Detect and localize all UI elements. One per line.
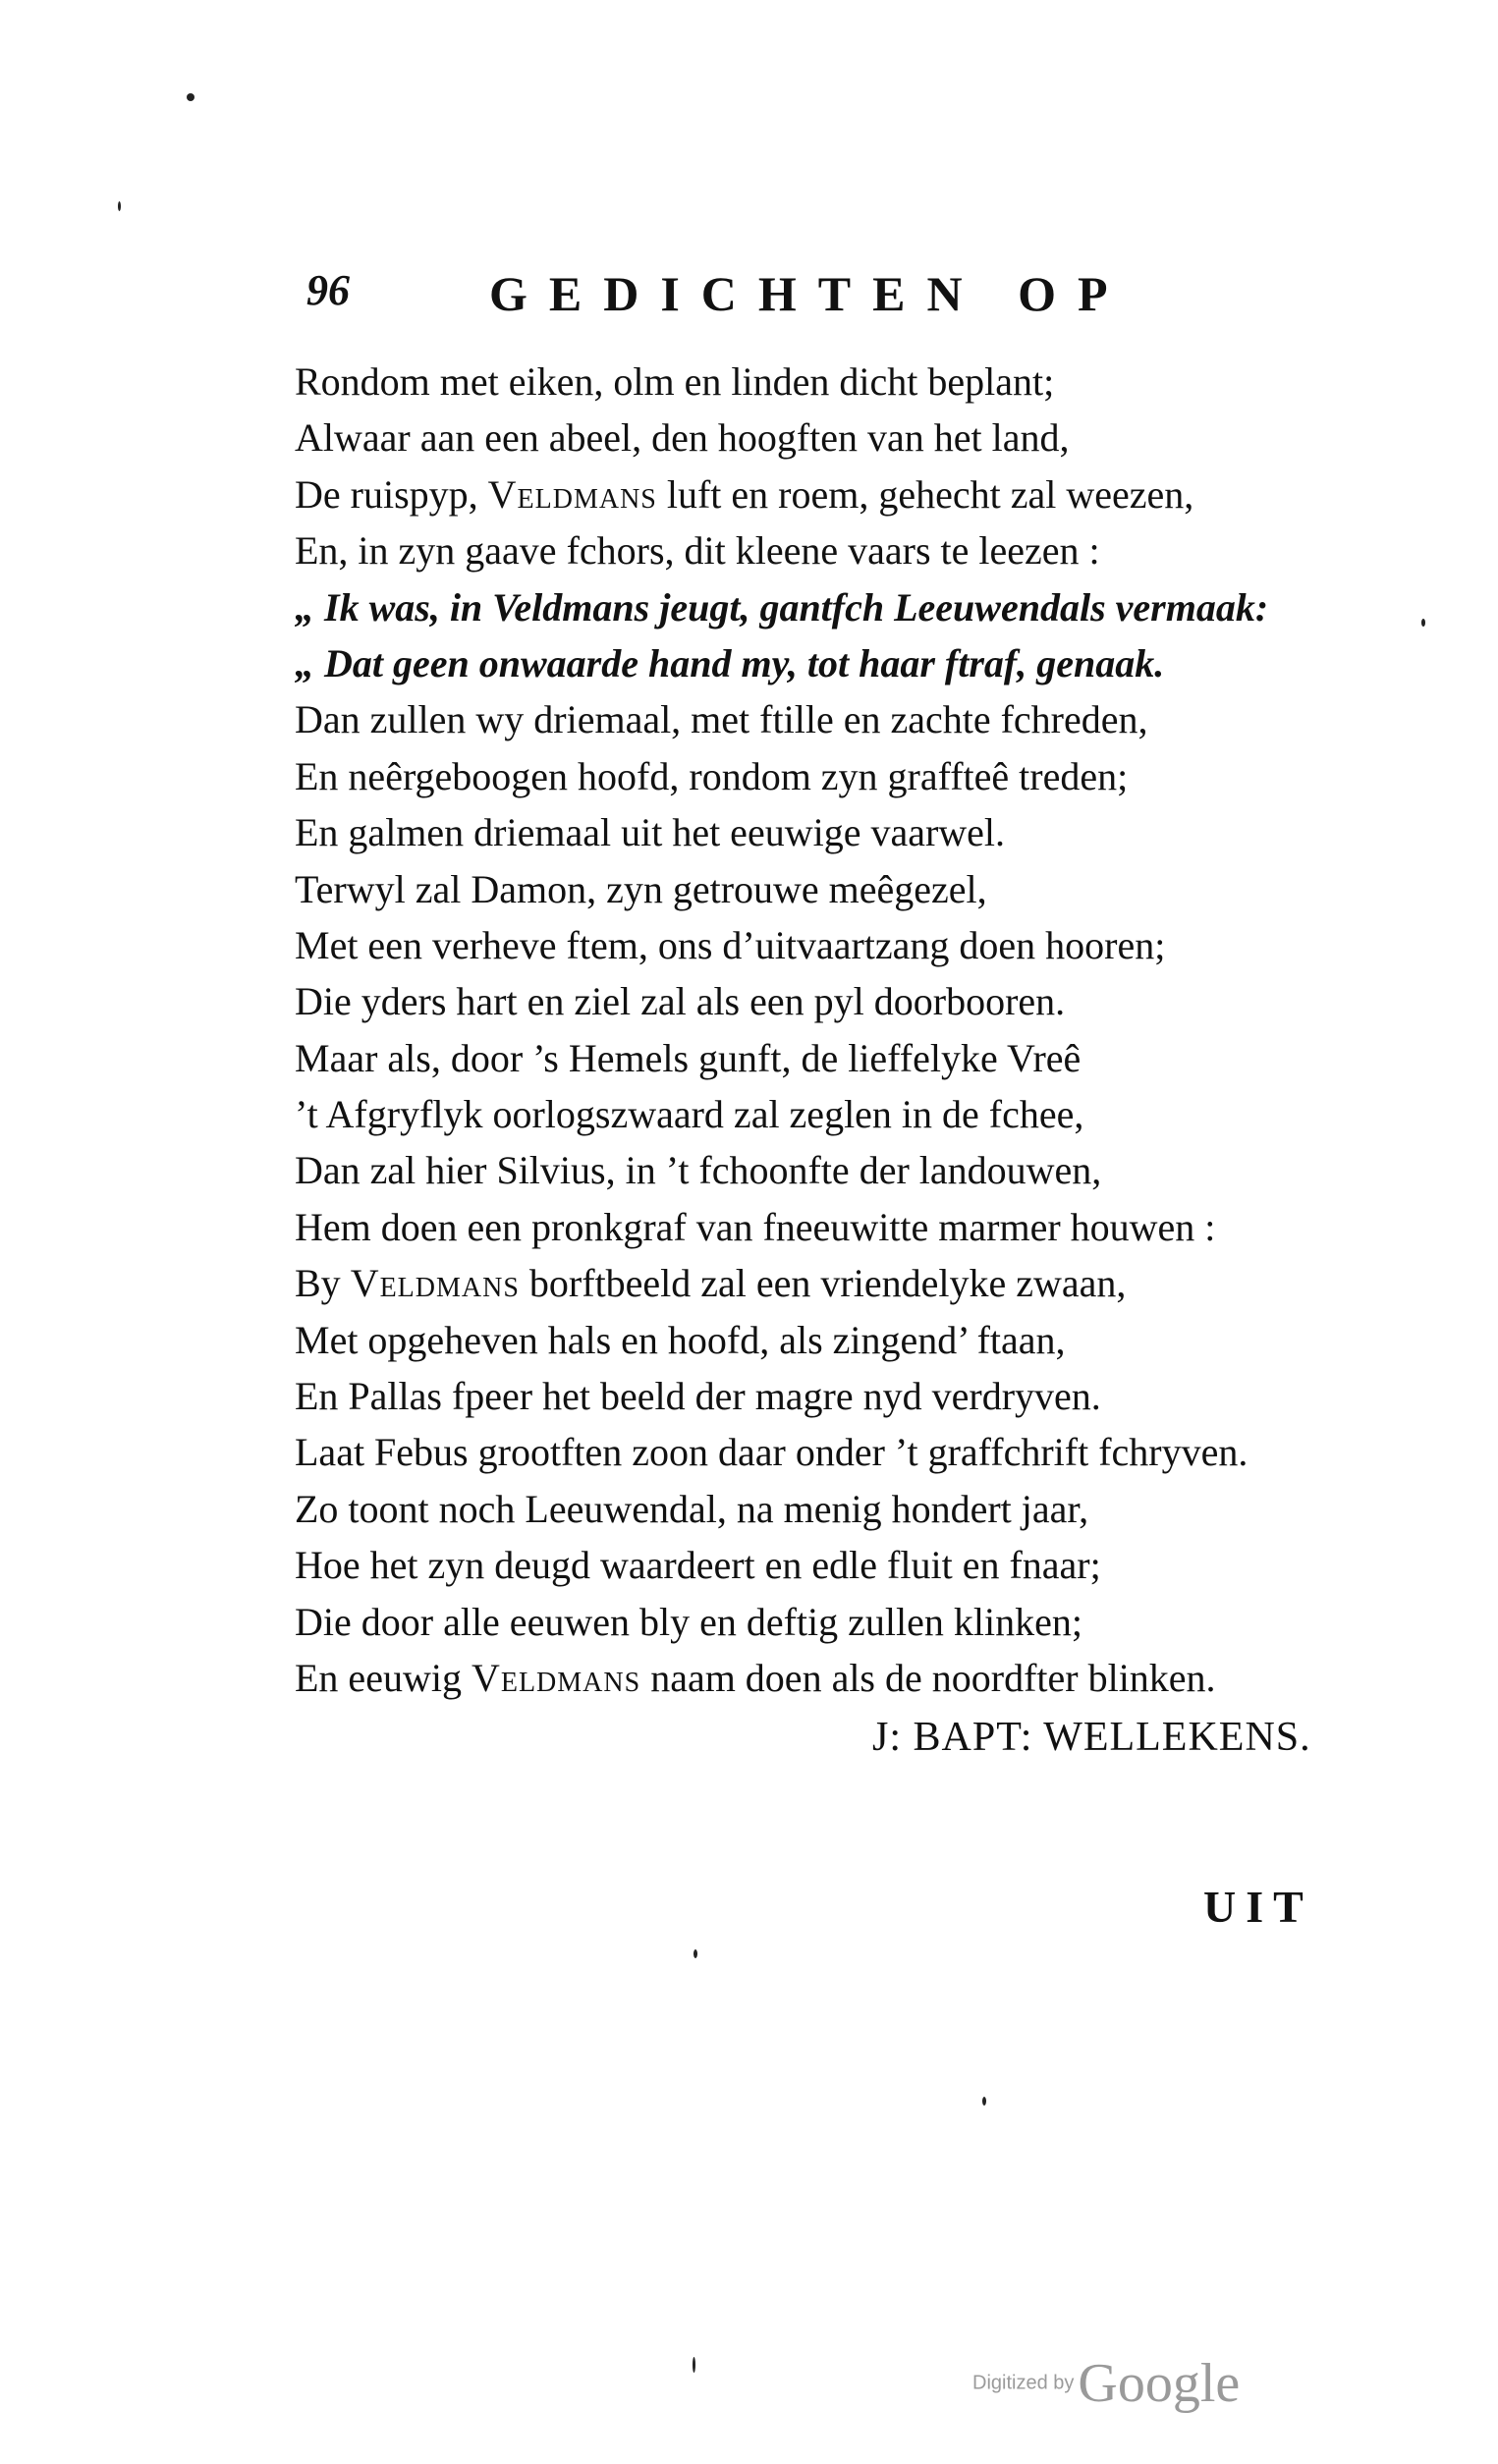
poem-line xyxy=(295,748,1375,804)
paper-speck xyxy=(982,2097,986,2106)
poem-line xyxy=(295,1312,1375,1368)
catchword: UIT xyxy=(1203,1882,1313,1932)
poem-line xyxy=(295,1481,1375,1537)
poem-line-text: Zo toont noch Leeuwendal, na menig hondert jaar, xyxy=(295,1486,1089,1531)
poem-line xyxy=(295,917,1375,973)
poem-line xyxy=(295,1368,1375,1424)
poem-line xyxy=(295,1594,1375,1650)
paper-speck xyxy=(693,2357,695,2373)
poem-line-text: En Pallas fpeer het beeld der magre nyd verdryven. xyxy=(295,1374,1101,1419)
poem-line xyxy=(295,1030,1375,1086)
poem-line-text: En, in zyn gaave fchors, dit kleene vaars te leezen : xyxy=(295,528,1100,574)
poem-line xyxy=(295,579,1375,635)
poem-line xyxy=(295,1537,1375,1593)
poem-line xyxy=(295,804,1375,860)
poem-line-text: borftbeeld zal een vriendelyke zwaan, xyxy=(519,1261,1127,1306)
poem-text xyxy=(295,354,1375,1706)
poem-line-text: Terwyl zal Damon, zyn getrouwe meêgezel, xyxy=(295,866,987,911)
poem-line-text: Die door alle eeuwen bly en deftig zullen klinken; xyxy=(295,1599,1082,1644)
digitized-watermark xyxy=(972,2352,1240,2415)
poem-line xyxy=(295,354,1375,410)
poem-line-text: Laat Febus grootften zoon daar onder ’t graffchrift fchryven. xyxy=(295,1430,1248,1475)
poem-line xyxy=(295,466,1375,522)
poem-line-text: En galmen driemaal uit het eeuwige vaarwel. xyxy=(295,810,1006,855)
poem-line-text: Dan zullen wy driemaal, met ftille en zachte fchreden, xyxy=(295,697,1148,742)
paper-speck xyxy=(694,1949,697,1958)
poem-line xyxy=(295,522,1375,578)
poem-line xyxy=(295,1142,1375,1198)
watermark-brand: Google xyxy=(1078,2353,1241,2414)
watermark-prefix: Digitized by xyxy=(972,2372,1075,2394)
poem-line-text: Maar als, door ’s Hemels gunft, de lieffelyke Vreê xyxy=(295,1035,1082,1080)
poem-line xyxy=(295,410,1375,465)
poem-line-text: Die yders hart en ziel zal als een pyl doorbooren. xyxy=(295,979,1066,1024)
poem-line-text: Met opgeheven hals en hoofd, als zingend’ ftaan, xyxy=(295,1317,1066,1362)
poem-line xyxy=(295,1424,1375,1480)
poem-name-smallcaps: Veldmans xyxy=(487,471,657,517)
poem-line xyxy=(295,1086,1375,1142)
paper-speck xyxy=(118,201,121,211)
poem-line-text: By xyxy=(295,1261,351,1306)
poem-line xyxy=(295,635,1375,691)
poem-line-text: De ruispyp, xyxy=(295,471,488,517)
paper-speck xyxy=(187,93,194,101)
poem-line xyxy=(295,1650,1375,1706)
poem-line-text: Hem doen een pronkgraf van fneeuwitte marmer houwen : xyxy=(295,1204,1216,1249)
poem-line-text: Dan zal hier Silvius, in ’t fchoonfte der landouwen, xyxy=(295,1148,1102,1193)
poem-line-text: „ Dat geen onwaarde hand my, tot haar ftraf, genaak. xyxy=(295,640,1165,685)
poem-line-text: luft en roem, gehecht zal weezen, xyxy=(656,471,1194,517)
poem-line-text: naam doen als de noordfter blinken. xyxy=(640,1655,1216,1700)
poem-line-text: „ Ik was, in Veldmans jeugt, gantfch Leeuwendals vermaak: xyxy=(295,584,1269,630)
poem-line xyxy=(295,973,1375,1029)
paper-speck xyxy=(1421,619,1425,627)
poem-line-text: En neêrgeboogen hoofd, rondom zyn graffteê treden; xyxy=(295,753,1129,798)
poem-line xyxy=(295,1199,1375,1255)
poem-name-smallcaps: Veldmans xyxy=(350,1261,520,1306)
poem-line xyxy=(295,861,1375,917)
poem-line-text: Rondom met eiken, olm en linden dicht beplant; xyxy=(295,359,1055,404)
poem-line-text: Hoe het zyn deugd waardeert en edle fluit en fnaar; xyxy=(295,1543,1101,1588)
poem-line-text: Alwaar aan een abeel, den hoogften van het land, xyxy=(295,415,1070,461)
author-signature: J: BAPT: WELLEKENS. xyxy=(872,1715,1311,1760)
poem-line xyxy=(295,691,1375,747)
poem-line-text: ’t Afgryflyk oorlogszwaard zal zeglen in de fchee, xyxy=(295,1092,1084,1137)
poem-name-smallcaps: Veldmans xyxy=(471,1655,641,1700)
poem-line-text: En eeuwig xyxy=(295,1655,472,1700)
poem-line-text: Met een verheve ftem, ons d’uitvaartzang doen hooren; xyxy=(295,922,1166,967)
poem-line xyxy=(295,1255,1375,1311)
page-number: 96 xyxy=(306,266,350,314)
running-head: GEDICHTEN OP xyxy=(489,266,1130,321)
